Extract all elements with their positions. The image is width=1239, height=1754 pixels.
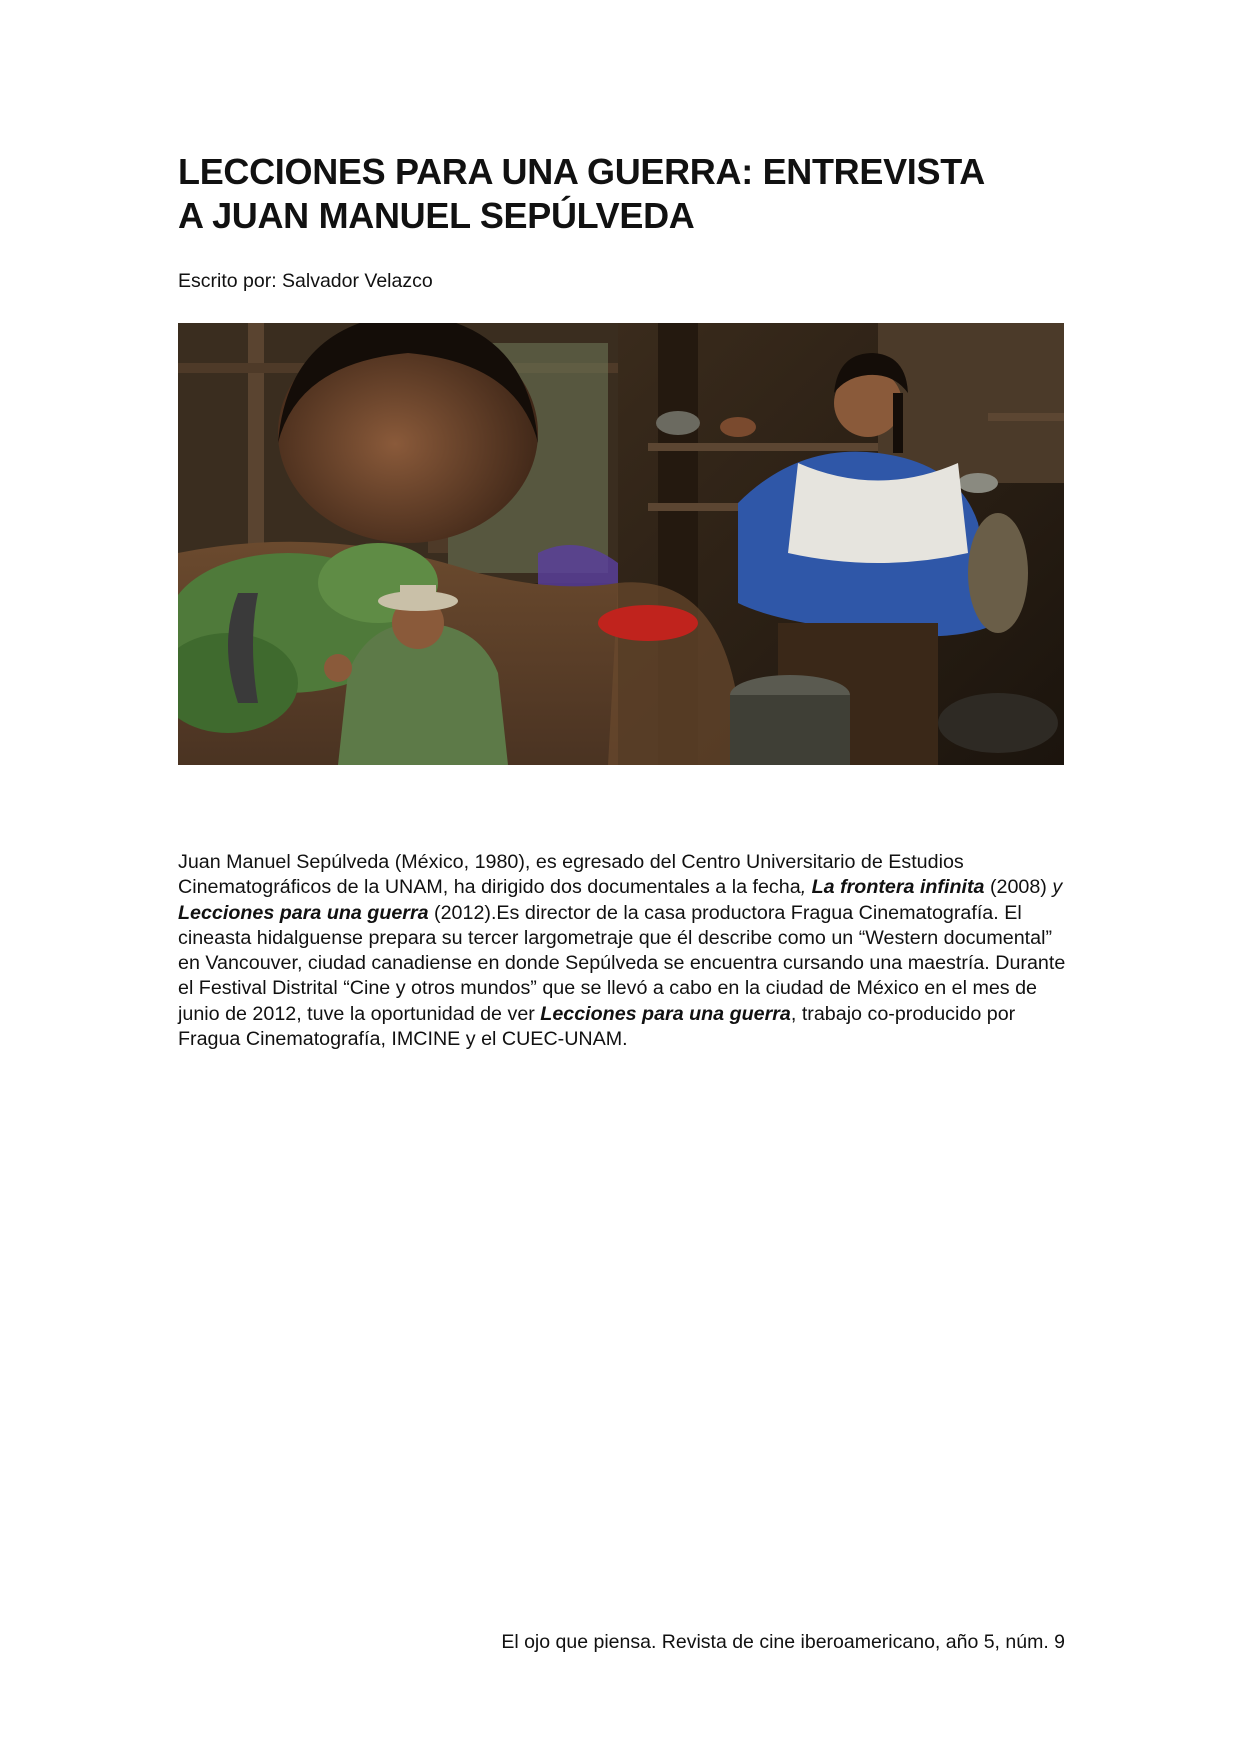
film-still-illustration xyxy=(178,323,1064,765)
body-text-3: (2012).Es director de la casa productora Fragua Cinematografía. El cineasta hidalguense prepara su tercer largometraje que él describe como un “Western documental” en Vancouver, ciudad canadiense en donde Sepúlveda se encuentra cursando una maestría. Durante el Festival Distrital “Cine y otros mundos” que se llevó a cabo en la ciudad de México en el mes de junio de 2012, tuve la oportunidad de ver xyxy=(178,901,1066,1025)
body-text-1: Juan Manuel Sepúlveda (México, 1980), es egresado del Centro Universitario de Estudios Cinematográficos de la UNAM, ha dirigido dos documentales a la fecha xyxy=(178,851,964,899)
article-body xyxy=(178,850,1068,1052)
body-text-4: , trabajo co-producido por Fragua Cinematografía, IMCINE y el CUEC-UNAM. xyxy=(178,1002,1016,1051)
title-line-1: LECCIONES PARA UNA GUERRA: ENTREVISTA xyxy=(178,151,985,192)
body-conjunction: y xyxy=(1052,876,1063,899)
article-title xyxy=(178,150,1078,238)
film-title-lecciones-2: Lecciones para una guerra xyxy=(540,1002,791,1025)
film-title-frontera: La frontera infinita xyxy=(811,876,985,899)
page-footer: El ojo que piensa. Revista de cine iberoamericano, año 5, núm. 9 xyxy=(501,1631,1065,1653)
film-still-collage xyxy=(178,323,1064,765)
byline: Escrito por: Salvador Velazco xyxy=(178,270,433,292)
body-text-2: (2008) xyxy=(984,876,1053,899)
film-title-lecciones: Lecciones para una guerra xyxy=(178,901,429,924)
title-line-2: A JUAN MANUEL SEPÚLVEDA xyxy=(178,195,695,236)
body-comma: , xyxy=(800,876,812,899)
